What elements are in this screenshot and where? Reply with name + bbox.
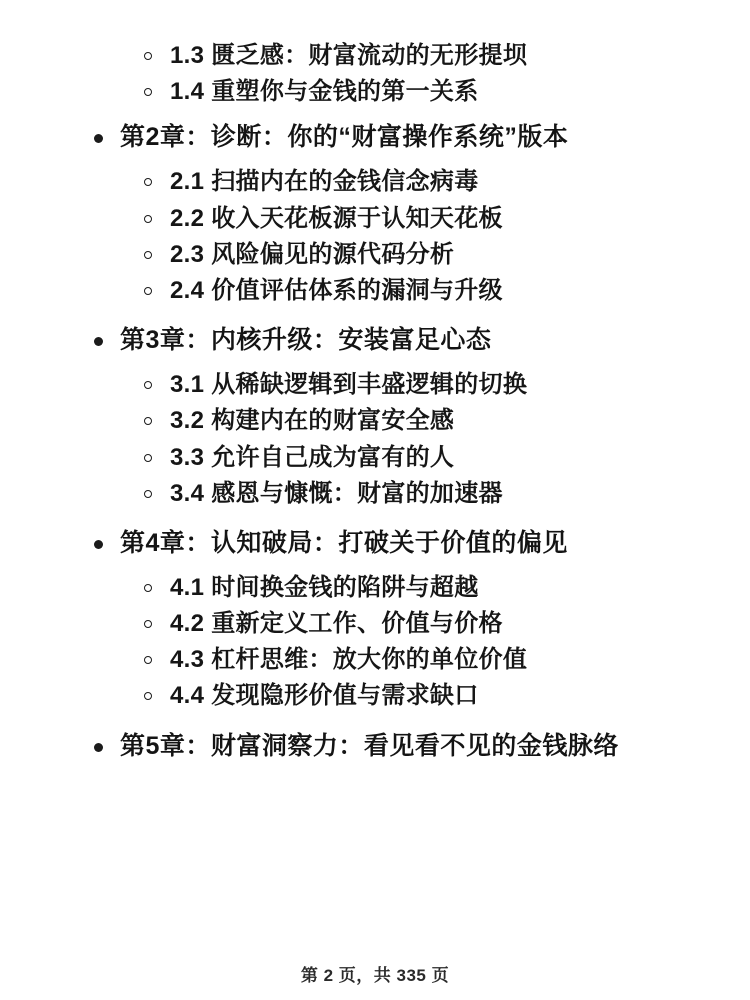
- toc-section-item[interactable]: 3.3 允许自己成为富有的人: [60, 442, 690, 473]
- toc-section-item[interactable]: 2.3 风险偏见的源代码分析: [60, 239, 690, 270]
- section-list: [60, 40, 690, 107]
- toc-section-item[interactable]: 4.2 重新定义工作、价值与价格: [60, 608, 690, 639]
- section-list: [60, 572, 690, 712]
- toc-group-chapter-3: [60, 324, 690, 509]
- toc-section-item[interactable]: 1.4 重塑你与金钱的第一关系: [60, 76, 690, 107]
- toc-chapter-item[interactable]: 第2章：诊断：你的“财富操作系统”版本: [60, 121, 690, 154]
- section-list: [60, 166, 690, 306]
- section-list: [60, 369, 690, 509]
- page-footer: 第 2 页，共 335 页: [300, 966, 450, 985]
- toc-group-orphan-sections: [60, 40, 690, 107]
- toc-section-item[interactable]: 1.3 匮乏感：财富流动的无形提坝: [60, 40, 690, 71]
- toc-section-item[interactable]: 2.4 价值评估体系的漏洞与升级: [60, 275, 690, 306]
- toc-section-item[interactable]: 3.1 从稀缺逻辑到丰盛逻辑的切换: [60, 369, 690, 400]
- toc-section-item[interactable]: 4.1 时间换金钱的陷阱与超越: [60, 572, 690, 603]
- toc-chapter-item[interactable]: 第3章：内核升级：安装富足心态: [60, 324, 690, 357]
- toc-chapter-item[interactable]: 第4章：认知破局：打破关于价值的偏见: [60, 527, 690, 560]
- toc-section-item[interactable]: 3.2 构建内在的财富安全感: [60, 405, 690, 436]
- toc-group-chapter-5: [60, 730, 690, 763]
- toc-section-item[interactable]: 4.3 杠杆思维：放大你的单位价值: [60, 644, 690, 675]
- toc-section-item[interactable]: 4.4 发现隐形价值与需求缺口: [60, 680, 690, 711]
- toc-section-item[interactable]: 3.4 感恩与慷慨：财富的加速器: [60, 478, 690, 509]
- table-of-contents: [60, 40, 690, 763]
- toc-group-chapter-2: [60, 121, 690, 306]
- toc-group-chapter-4: [60, 527, 690, 712]
- toc-chapter-item[interactable]: 第5章：财富洞察力：看见看不见的金钱脉络: [60, 730, 690, 763]
- toc-section-item[interactable]: 2.2 收入天花板源于认知天花板: [60, 203, 690, 234]
- toc-section-item[interactable]: 2.1 扫描内在的金钱信念病毒: [60, 166, 690, 197]
